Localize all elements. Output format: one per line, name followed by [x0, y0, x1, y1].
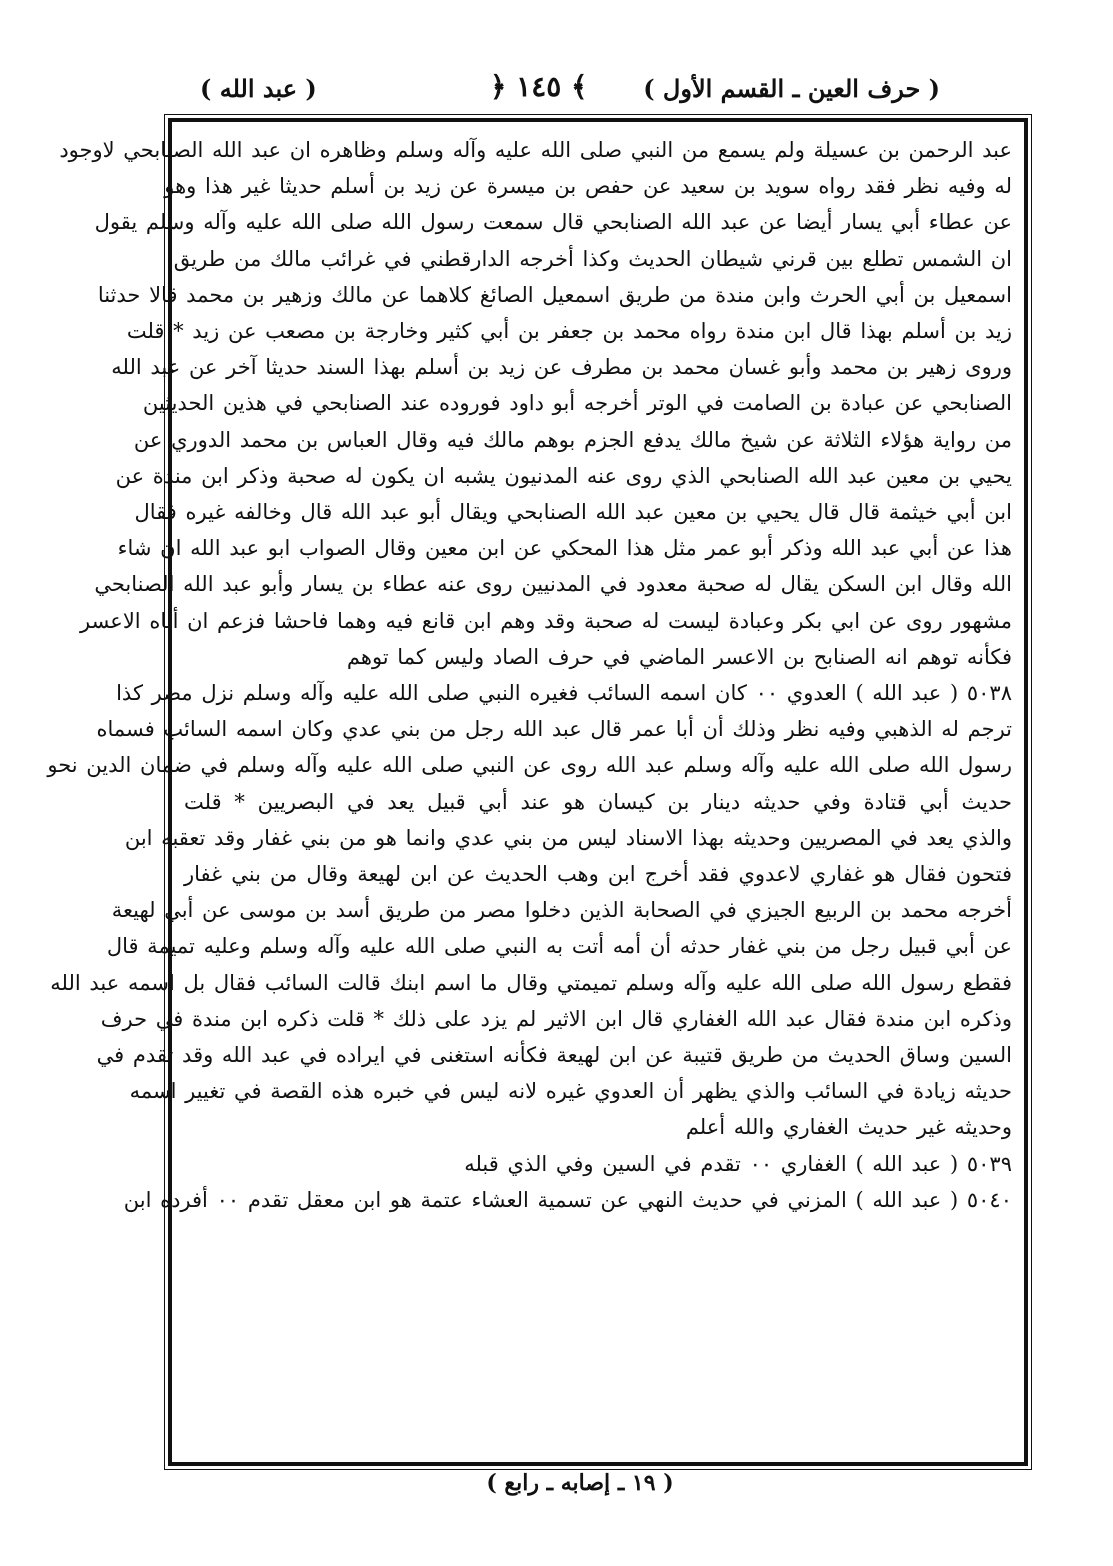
header-entry-name: ( عبد الله ) [200, 74, 317, 103]
text-line: زيد بن أسلم بهذا قال ابن مندة رواه محمد بن جعفر بن أبي كثير وخارجة بن مصعب عن زيد * قلت [126, 319, 1012, 344]
entry-5040: ٥٠٤٠ ( عبد الله ) المزني في حديث النهي عن تسمية العشاء عتمة هو ابن معقل تقدم ٠٠ أفرده ابن [123, 1187, 1012, 1212]
text-line: أخرجه محمد بن الربيع الجيزي في الصحابة الذين دخلوا مصر من طريق أسد بن موسى عن أبي لهيعة [111, 898, 1012, 923]
text-line: الصنابحي عن عبادة بن الصامت في الوتر أخرجه أبو داود فوروده عند الصنابحي في هذين الحديثين [142, 391, 1012, 416]
body-text [47, 132, 1012, 1452]
header-section-title: ( حرف العين ـ القسم الأول ) [643, 74, 940, 103]
text-line: اسمعيل بن أبي الحرث وابن مندة من طريق اسمعيل الصائغ كلاهما عن مالك وزهير بن محمد قالا حدثنا [97, 282, 1012, 307]
text-line: وحديثه غير حديث الغفاري والله أعلم [685, 1115, 1012, 1140]
text-line: فكأنه توهم انه الصنابح بن الاعسر الماضي في حرف الصاد وليس كما توهم [346, 644, 1012, 669]
text-line: مشهور روى عن ابي بكر وعبادة ليست له صحبة وقد وهم ابن قانع فيه وهما فاحشا فزعم ان أباه الاعسر [79, 608, 1012, 633]
text-line: فقطع رسول الله صلى الله عليه وآله وسلم تميمتي وقال ما اسم ابنك قالت السائب فقال بل اسمه عبد الله [50, 970, 1012, 995]
text-frame [47, 118, 1028, 1466]
entry-5039: ٥٠٣٩ ( عبد الله ) الغفاري ٠٠ تقدم في السين وفي الذي قبله [464, 1151, 1012, 1176]
text-line: هذا عن أبي عبد الله وذكر أبو عمر مثل هذا المحكي عن ابن معين وقال الصواب ابو عبد الله ان شاء [117, 536, 1012, 561]
entry-5038: ٥٠٣٨ ( عبد الله ) العدوي ٠٠ كان اسمه السائب فغيره النبي صلى الله عليه وآله وسلم نزل مصر كذا [116, 681, 1012, 706]
text-line: حديث أبي قتادة وفي حديثه دينار بن كيسان هو عند أبي قبيل يعد في البصريين * قلت [184, 789, 1012, 814]
text-line: والذي يعد في المصريين وحديثه بهذا الاسناد ليس من بني عدي وانما هو من بني غفار وقد تعقبه ابن [124, 825, 1012, 850]
text-line: من رواية هؤلاء الثلاثة عن شيخ مالك يدفع الجزم بوهم مالك فيه وقال العباس بن محمد الدوري عن [133, 427, 1012, 452]
text-line: رسول الله صلى الله عليه وآله وسلم عبد الله روى عن النبي صلى الله عليه وآله وسلم في ضمان الدين نحو [47, 753, 1012, 778]
text-line: يحيي بن معين عبد الله الصنابحي الذي روى عنه المدنيون يشبه ان يكون له صحبة وذكر ابن مندة عن [115, 463, 1012, 488]
text-line: السين وساق الحديث من طريق قتيبة عن ابن لهيعة فكأنه استغنى في ايراده في عبد الله وقد تقدم في [96, 1043, 1012, 1068]
text-line: ابن أبي خيثمة قال قال يحيي بن معين عبد الله الصنابحي ويقال أبو عبد الله قال وخالفه غيره فقال [134, 500, 1012, 525]
text-line: عن عطاء أبي يسار أيضا عن عبد الله الصنابحي قال سمعت رسول الله صلى الله عليه وآله وسلم يقول [94, 210, 1012, 235]
text-line: عن أبي قبيل رجل من بني غفار حدثه أن أمه أتت به النبي صلى الله عليه وآله وسلم وعليه تميمة قال [106, 934, 1012, 959]
text-line: وروى زهير بن محمد وأبو غسان محمد بن مطرف عن زيد بن أسلم بهذا السند حديثا آخر عن عبد الله [111, 355, 1012, 380]
text-line: ان الشمس تطلع بين قرني شيطان الحديث وكذا أخرجه الدارقطني في غرائب مالك من طريق [173, 246, 1012, 271]
text-line: عبد الرحمن بن عسيلة ولم يسمع من النبي صلى الله عليه وآله وسلم وظاهره ان عبد الله الصنابحي لاوجود [59, 138, 1012, 162]
text-line: وذكره ابن مندة فقال عبد الله الغفاري قال ابن الاثير لم يزد على ذلك * قلت ذكره ابن مندة في حرف [100, 1006, 1012, 1031]
text-line: الله وقال ابن السكن يقال له صحبة معدود في المدنيين روى عنه عطاء بن يسار وأبو عبد الله الصنابحي [94, 572, 1012, 597]
text-line: ترجم له الذهبي وفيه نظر وذلك أن أبا عمر قال عبد الله رجل من بني عدي وكان اسمه السائب فسماه [96, 717, 1012, 742]
page-number: ﴿ ١٤٥ ﴾ [490, 70, 588, 103]
page-header [180, 70, 940, 110]
text-line: فتحون فقال هو غفاري لاعدوي فقد أخرج ابن وهب الحديث عن ابن لهيعة وقال من بني غفار [184, 862, 1012, 887]
text-line: له وفيه نظر فقد رواه سويد بن سعيد عن حفص بن ميسرة عن زيد بن أسلم حديثا غير هذا وهو [164, 174, 1012, 199]
text-line: حديثه زيادة في السائب والذي يظهر أن العدوي غيره لانه ليس في خبره هذه القصة في تغيير اسمه [129, 1079, 1012, 1104]
page-footer-signature: ( ١٩ ـ إصابه ـ رابع ) [486, 1470, 674, 1496]
